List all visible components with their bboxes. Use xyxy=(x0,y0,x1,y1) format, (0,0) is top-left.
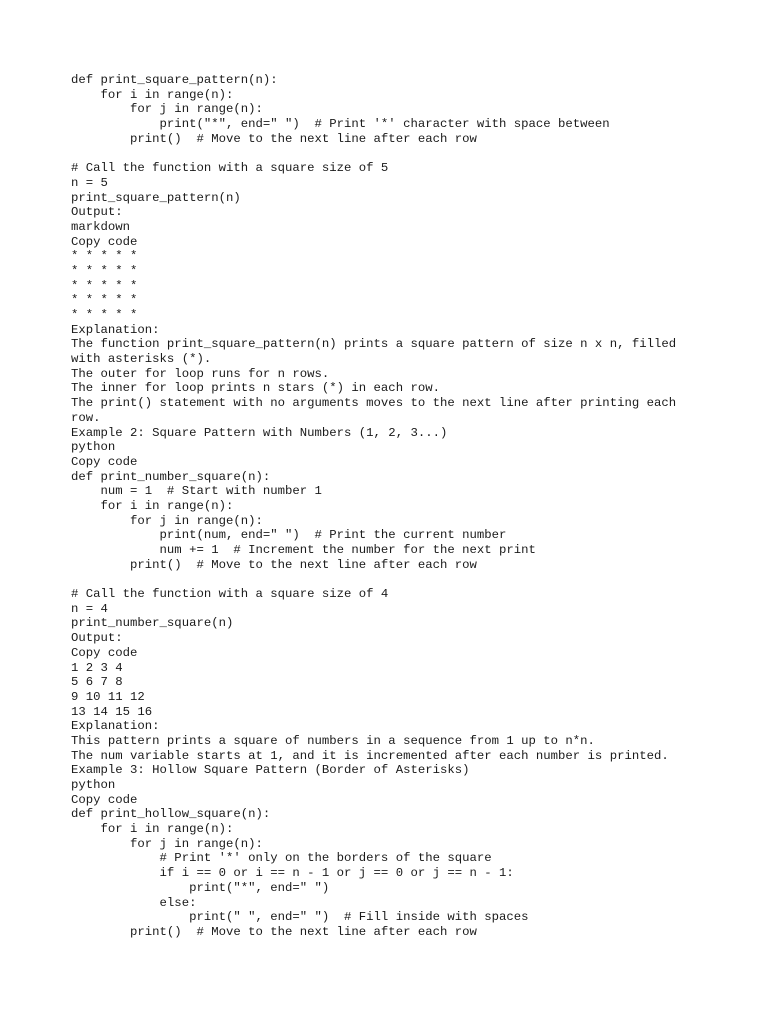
document-line: The function print_square_pattern(n) prints a square pattern of size n x n, filled xyxy=(71,337,677,352)
document-line: num = 1 # Start with number 1 xyxy=(71,484,322,499)
document-line: Output: xyxy=(71,631,123,646)
document-line: print_number_square(n) xyxy=(71,616,234,631)
document-line: 9 10 11 12 xyxy=(71,689,145,704)
document-line: for i in range(n): xyxy=(71,498,234,513)
document-line: Explanation: xyxy=(71,322,160,337)
document-line: def print_hollow_square(n): xyxy=(71,807,271,822)
document-line: Copy code xyxy=(71,234,138,249)
document-line: * * * * * xyxy=(71,249,138,264)
document-line: * * * * * xyxy=(71,293,138,308)
document-line: for j in range(n): xyxy=(71,102,263,117)
document-line: markdown xyxy=(71,219,131,234)
document-line: * * * * * xyxy=(71,263,138,278)
document-page xyxy=(71,73,751,940)
document-line: 1 2 3 4 xyxy=(71,660,123,675)
document-line: This pattern prints a square of numbers in a sequence from 1 up to n*n. xyxy=(71,733,595,748)
document-line: * * * * * xyxy=(71,278,138,293)
document-line: n = 5 xyxy=(71,175,108,190)
document-line: else: xyxy=(71,895,197,910)
document-line: # Call the function with a square size of 4 xyxy=(71,587,389,602)
document-line: def print_number_square(n): xyxy=(71,469,271,484)
document-line: Copy code xyxy=(71,645,138,660)
document-line: 13 14 15 16 xyxy=(71,704,153,719)
document-line xyxy=(71,572,751,587)
document-line: for j in range(n): xyxy=(71,513,263,528)
document-line: # Print '*' only on the borders of the square xyxy=(71,851,492,866)
document-line: print() # Move to the next line after each row xyxy=(71,557,477,572)
document-line: print() # Move to the next line after each row xyxy=(71,924,477,939)
document-line: row. xyxy=(71,410,101,425)
document-line: python xyxy=(71,440,116,455)
document-line: for j in range(n): xyxy=(71,836,263,851)
document-line: def print_square_pattern(n): xyxy=(71,73,278,87)
document-line xyxy=(71,146,751,161)
document-line: Example 3: Hollow Square Pattern (Border of Asterisks) xyxy=(71,763,470,778)
document-line: print_square_pattern(n) xyxy=(71,190,241,205)
document-line: print("*", end=" ") xyxy=(71,880,330,895)
document-line: num += 1 # Increment the number for the next print xyxy=(71,543,536,557)
document-line: Copy code xyxy=(71,454,138,469)
document-line: print() # Move to the next line after each row xyxy=(71,131,477,146)
document-line: # Call the function with a square size of 5 xyxy=(71,161,389,176)
document-line: 5 6 7 8 xyxy=(71,675,123,690)
document-line: print(num, end=" ") # Print the current number xyxy=(71,528,507,543)
document-line: for i in range(n): xyxy=(71,87,234,102)
document-line: * * * * * xyxy=(71,308,138,322)
document-line: Copy code xyxy=(71,792,138,807)
document-line: The print() statement with no arguments moves to the next line after printing each xyxy=(71,396,677,411)
document-line: for i in range(n): xyxy=(71,822,234,837)
document-line: The outer for loop runs for n rows. xyxy=(71,366,330,381)
document-line: n = 4 xyxy=(71,601,108,616)
document-line: python xyxy=(71,778,116,792)
document-line: Explanation: xyxy=(71,719,160,734)
document-line: with asterisks (*). xyxy=(71,352,212,367)
document-line: if i == 0 or i == n - 1 or j == 0 or j == n - 1: xyxy=(71,866,514,881)
document-line: print("*", end=" ") # Print '*' character with space between xyxy=(71,117,610,132)
document-line: Output: xyxy=(71,205,123,220)
document-line: The inner for loop prints n stars (*) in each row. xyxy=(71,381,440,396)
document-line: Example 2: Square Pattern with Numbers (1, 2, 3...) xyxy=(71,425,448,440)
document-line: print(" ", end=" ") # Fill inside with spaces xyxy=(71,910,529,925)
document-line: The num variable starts at 1, and it is incremented after each number is printed. xyxy=(71,748,669,763)
